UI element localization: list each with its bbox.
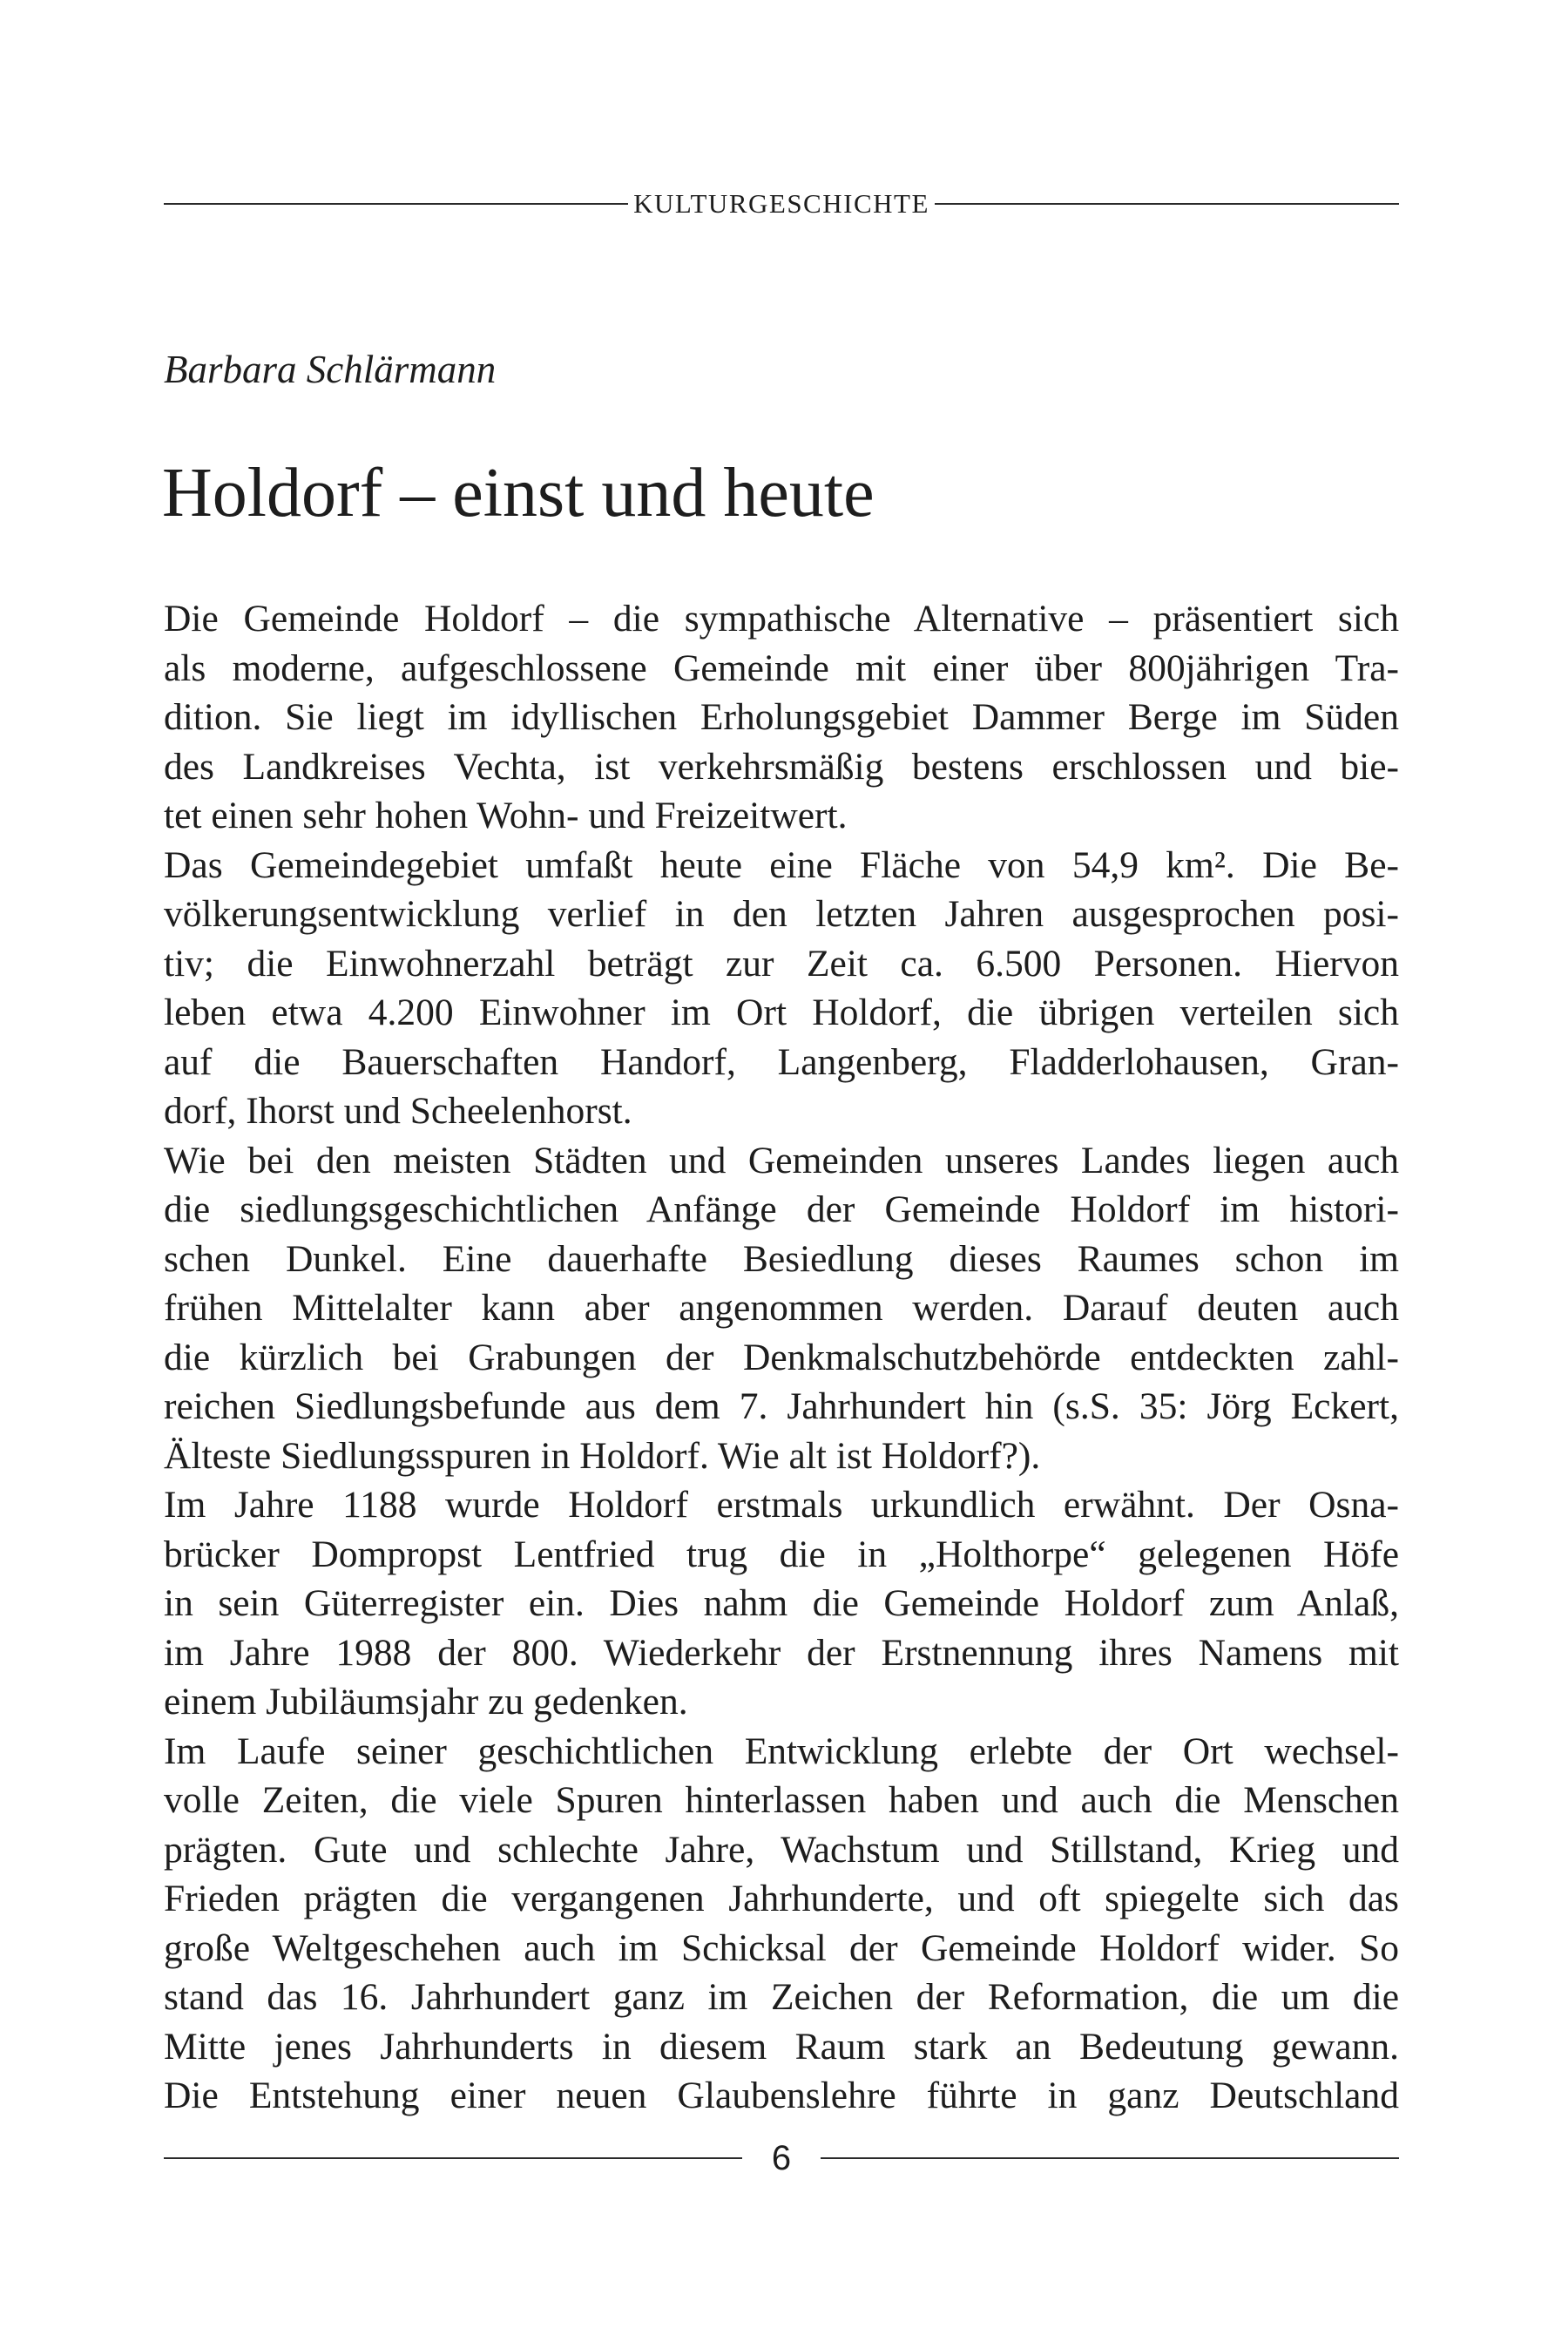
body-text-line: auf die Bauerschaften Handorf, Langenberg, Fladderlohausen, Gran- — [164, 1040, 1399, 1083]
body-text-line: in sein Güterregister ein. Dies nahm die Gemeinde Holdorf zum Anlaß, — [164, 1582, 1399, 1624]
header-rule-left — [164, 203, 628, 205]
body-text-line: dition. Sie liegt im idyllischen Erholungsgebiet Dammer Berge im Süden — [164, 696, 1399, 738]
running-header — [164, 185, 1399, 223]
body-text-line: einem Jubiläumsjahr zu gedenken. — [164, 1681, 688, 1723]
body-text-line: als moderne, aufgeschlossene Gemeinde mit einer über 800jährigen Tra- — [164, 646, 1399, 689]
header-rule-right — [935, 203, 1399, 205]
body-text-line: die kürzlich bei Grabungen der Denkmalschutzbehörde entdeckten zahl- — [164, 1336, 1399, 1378]
article-body — [164, 594, 1399, 2121]
body-text-line: tet einen sehr hohen Wohn- und Freizeitwert. — [164, 795, 848, 836]
page-footer — [164, 2136, 1399, 2180]
body-text-line: schen Dunkel. Eine dauerhafte Besiedlung dieses Raumes schon im — [164, 1237, 1399, 1280]
body-text-line: Mitte jenes Jahrhunderts in diesem Raum stark an Bedeutung gewann. — [164, 2025, 1399, 2068]
body-text-line: Älteste Siedlungsspuren in Holdorf. Wie alt ist Holdorf?). — [164, 1434, 1041, 1477]
body-text-line: volle Zeiten, die viele Spuren hinterlassen haben und auch die Menschen — [164, 1779, 1399, 1821]
section-label: KULTURGESCHICHTE — [633, 188, 929, 219]
footer-rule-right — [821, 2157, 1399, 2159]
article-author: Barbara Schlärmann — [164, 348, 497, 391]
article-title: Holdorf – einst und heute — [162, 455, 875, 531]
body-text-line: stand das 16. Jahrhundert ganz im Zeichen der Reformation, die um die — [164, 1976, 1399, 2018]
body-text-line: brücker Dompropst Lentfried trug die in „Holthorpe“ gelegenen Höfe — [164, 1533, 1399, 1575]
body-text-line: prägten. Gute und schlechte Jahre, Wachstum und Stillstand, Krieg und — [164, 1828, 1399, 1871]
body-text-line: Im Laufe seiner geschichtlichen Entwicklung erlebte der Ort wechsel- — [164, 1730, 1399, 1772]
body-text-line: große Weltgeschehen auch im Schicksal der Gemeinde Holdorf wider. So — [164, 1926, 1399, 1969]
body-text-line: dorf, Ihorst und Scheelenhorst. — [164, 1090, 632, 1132]
body-text-line: Das Gemeindegebiet umfaßt heute eine Fläche von 54,9 km². Die Be- — [164, 843, 1399, 886]
body-text-line: tiv; die Einwohnerzahl beträgt zur Zeit ca. 6.500 Personen. Hiervon — [164, 942, 1399, 985]
body-text-line: im Jahre 1988 der 800. Wiederkehr der Erstnennung ihres Namens mit — [164, 1631, 1399, 1674]
body-text-line: des Landkreises Vechta, ist verkehrsmäßig bestens erschlossen und bie- — [164, 745, 1399, 788]
body-text-line: frühen Mittelalter kann aber angenommen werden. Darauf deuten auch — [164, 1287, 1399, 1329]
body-text-line: Die Gemeinde Holdorf – die sympathische Alternative – präsentiert sich — [164, 598, 1399, 640]
body-text-line: völkerungsentwicklung verlief in den letzten Jahren ausgesprochen posi- — [164, 893, 1399, 935]
page-number: 6 — [771, 2138, 792, 2177]
body-text-line: Wie bei den meisten Städten und Gemeinden unseres Landes liegen auch — [164, 1139, 1399, 1181]
body-text-line: Frieden prägten die vergangenen Jahrhunderte, und oft spiegelte sich das — [164, 1878, 1399, 1919]
body-text-line: Die Entstehung einer neuen Glaubenslehre führte in ganz Deutschland — [164, 2075, 1399, 2116]
footer-rule-left — [164, 2157, 742, 2159]
body-text-line: die siedlungsgeschichtlichen Anfänge der Gemeinde Holdorf im histori- — [164, 1188, 1399, 1230]
body-text-line: leben etwa 4.200 Einwohner im Ort Holdorf, die übrigen verteilen sich — [164, 992, 1399, 1033]
body-text-line: reichen Siedlungsbefunde aus dem 7. Jahrhundert hin (s.S. 35: Jörg Eckert, — [164, 1385, 1399, 1427]
body-text-line: Im Jahre 1188 wurde Holdorf erstmals urkundlich erwähnt. Der Osna- — [164, 1484, 1399, 1526]
